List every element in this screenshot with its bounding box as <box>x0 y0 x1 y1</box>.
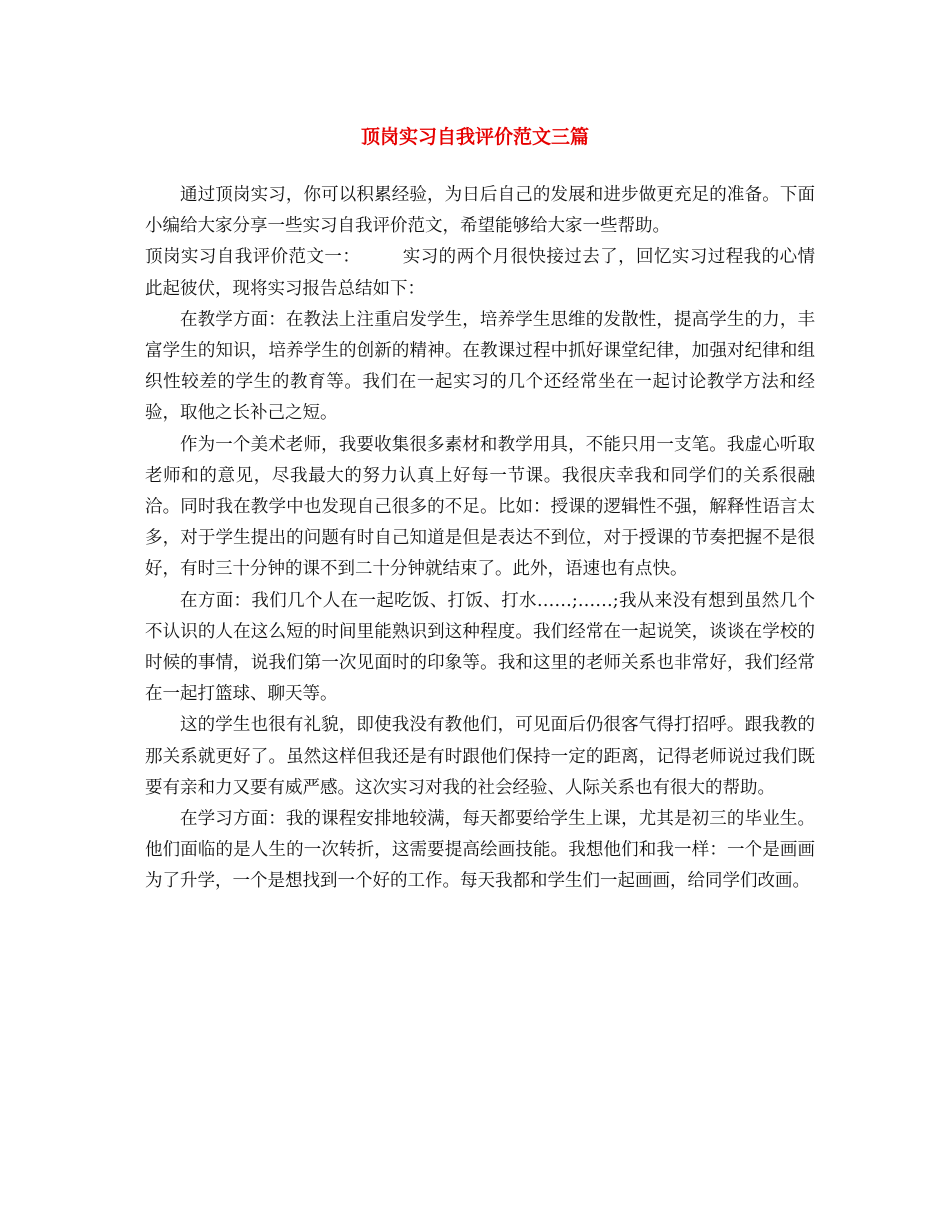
paragraph-students: 这的学生也很有礼貌，即使我没有教他们，可见面后仍很客气得打招呼。跟我教的那关系就更好了。虽然这样但我还是有时跟他们保持一定的距离，记得老师说过我们既要有亲和力又要有威严感。这次实习对我的社会经验、人际关系也有很大的帮助。 <box>145 715 815 798</box>
document-body <box>145 180 815 898</box>
paragraph-art-teacher: 作为一个美术老师，我要收集很多素材和教学用具，不能只用一支笔。我虚心听取老师和的意见，尽我最大的努力认真上好每一节课。我很庆幸我和同学们的关系很融洽。同时我在教学中也发现自己很多的不足。比如：授课的逻辑性不强，解释性语言太多，对于学生提出的问题有时自己知道是但是表达不到位，对于授课的节奏把握不是很好，有时三十分钟的课不到二十分钟就结束了。此外，语速也有点快。 <box>145 434 815 580</box>
section-heading-paragraph <box>145 242 815 304</box>
paragraph-life: 在方面：我们几个人在一起吃饭、打饭、打水……;……;我从来没有想到虽然几个不认识的人在这么短的时间里能熟识到这种程度。我们经常在一起说笑，谈谈在学校的时候的事情，说我们第一次见面时的印象等。我和这里的老师关系也非常好，我们经常在一起打篮球、聊天等。 <box>145 590 815 705</box>
section-label: 顶岗实习自我评价范文一： <box>145 247 361 268</box>
paragraph-study: 在学习方面：我的课程安排地较满，每天都要给学生上课，尤其是初三的毕业生。他们面临的是人生的一次转折，这需要提高绘画技能。我想他们和我一样：一个是画画为了升学，一个是想找到一个好的工作。每天我都和学生们一起画画，给同学们改画。 <box>145 809 815 892</box>
intro-paragraph: 通过顶岗实习，你可以积累经验，为日后自己的发展和进步做更充足的准备。下面小编给大家分享一些实习自我评价范文，希望能够给大家一些帮助。 <box>145 185 815 237</box>
document-title: 顶岗实习自我评价范文三篇 <box>360 126 589 148</box>
section-lead: 实习的两个月很快接过去了，回忆实习过程我的心情此起彼伏，现将实习报告总结如下： <box>145 247 816 299</box>
paragraph-teaching: 在教学方面：在教法上注重启发学生，培养学生思维的发散性，提高学生的力，丰富学生的知识，培养学生的创新的精神。在教课过程中抓好课堂纪律，加强对纪律和组织性较差的学生的教育等。我们在一起实习的几个还经常坐在一起讨论教学方法和经验，取他之长补己之短。 <box>145 309 815 424</box>
